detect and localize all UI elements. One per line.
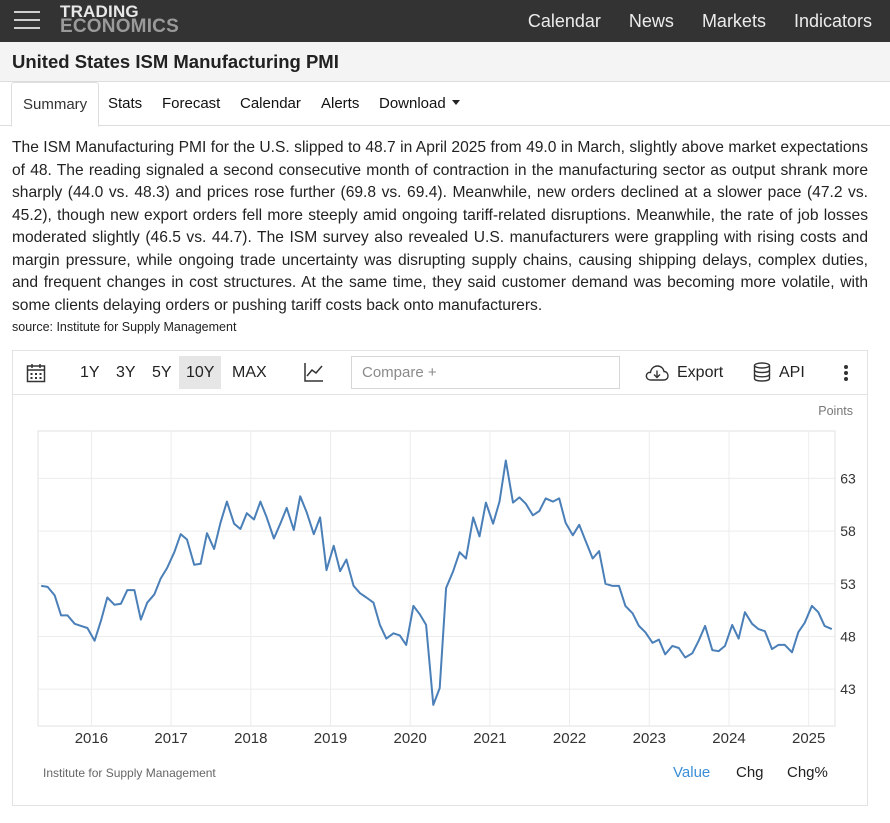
y-tick-label: 43 [840,681,856,698]
api-button[interactable] [753,356,805,389]
x-tick-label: 2025 [792,730,826,747]
mode-chg[interactable]: Chg [736,764,764,781]
y-unit-label: Points [818,404,853,418]
x-tick-label: 2023 [632,730,666,747]
y-tick-label: 63 [840,470,856,487]
range-1y[interactable]: 1Y [80,364,100,381]
x-tick-label: 2016 [74,730,109,747]
tab-forecast[interactable]: Forecast [162,95,221,112]
x-tick-label: 2017 [154,730,188,747]
more-options-icon[interactable] [837,363,855,383]
nav-link-markets[interactable]: Markets [701,10,766,31]
top-nav-links [500,0,872,42]
mode-value[interactable]: Value [673,764,711,781]
caret-down-icon [452,100,460,105]
range-5y[interactable]: 5Y [152,364,172,381]
x-tick-label: 2024 [712,730,746,747]
tab-alerts[interactable]: Alerts [321,95,360,112]
database-icon [753,362,771,382]
nav-link-news[interactable]: News [628,10,674,31]
range-max[interactable]: MAX [232,364,267,381]
hamburger-menu-icon[interactable] [14,9,40,31]
cloud-download-icon [645,364,669,382]
range-3y[interactable]: 3Y [116,364,136,381]
tab-download-label: Download [379,95,446,112]
y-tick-label: 58 [840,523,856,540]
nav-link-indicators[interactable]: Indicators [793,10,872,31]
indicator-description: The ISM Manufacturing PMI for the U.S. slipped to 48.7 in April 2025 from 49.0 in March, slightly above market expectations of 48. The reading signaled a second consecutive month of contraction in the manufacturing sector as output shrank more sharply (44.0 vs. 48.3) and prices rose further (69.8 vs. 69.4). Meanwhile, new orders declined at a slower pace (47.2 vs. 45.2), though new export orders fell more steeply amid ongoing tariff-related disruptions. Meanwhile, the rate of job losses moderated slightly (46.5 vs. 44.7). The ISM survey also revealed U.S. manufacturers were grappling with rising costs and margin pressure, while ongoing trade uncertainty was disrupting supply chains, causing shipping delays, complex duties, and frequent changes in cost structures. At the same time, they said customer demand was becoming more volatile, with some clients delaying orders or pushing tariff costs back onto manufacturers. [12,139,868,314]
x-tick-label: 2022 [552,730,587,747]
chart-toolbar [13,351,867,395]
x-tick-label: 2018 [234,730,268,747]
logo-line-1: TRADING [60,2,139,21]
line-chart-icon[interactable] [303,361,325,383]
logo-line-2: ECONOMICS [60,16,179,37]
indicator-tabs [0,82,890,126]
pmi-line-chart [13,396,867,756]
chart-source-label: Institute for Supply Management [43,766,216,780]
api-label: API [779,364,805,381]
source-note: source: Institute for Supply Management [12,320,237,334]
y-tick-label: 53 [840,575,856,592]
range-10y[interactable]: 10Y [179,356,221,389]
compare-input[interactable] [351,356,620,389]
nav-link-calendar[interactable]: Calendar [527,10,601,31]
pmi-series-line [41,461,832,705]
y-tick-label: 48 [840,628,856,645]
tab-summary[interactable]: Summary [11,82,99,127]
x-tick-label: 2020 [393,730,427,747]
tab-stats[interactable]: Stats [108,95,143,112]
page-title: United States ISM Manufacturing PMI [12,51,339,72]
calendar-icon[interactable] [26,363,46,383]
top-navbar [0,0,890,42]
tab-download[interactable] [379,95,460,112]
tab-calendar[interactable]: Calendar [240,95,301,112]
export-button[interactable] [645,356,723,389]
mode-chg-pct[interactable]: Chg% [787,764,828,781]
x-tick-label: 2019 [313,730,348,747]
chart-container [12,350,868,806]
x-tick-label: 2021 [473,730,507,747]
plot-frame [38,431,835,726]
export-label: Export [677,364,724,381]
site-logo[interactable] [60,2,179,37]
title-bar [0,42,890,82]
